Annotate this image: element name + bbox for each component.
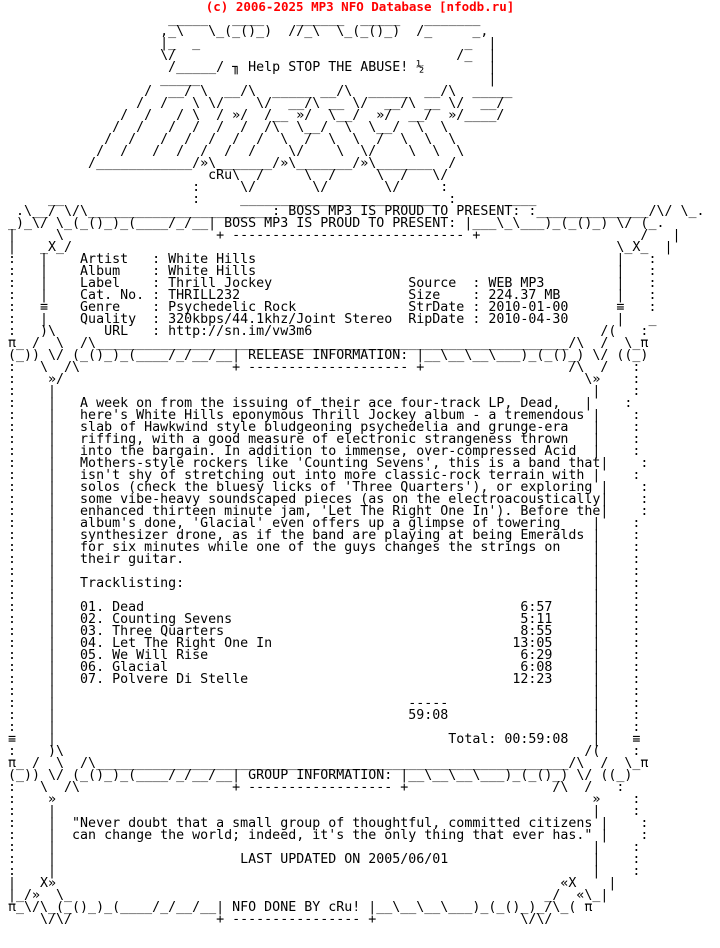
- nfo-line: : | | :: [0, 840, 641, 855]
- nfo-line: / / \ \/ \/ __/\ __ \/ __/\ __ \/ __/: [0, 96, 505, 111]
- nfo-line: : | for six minutes while one of the guys changes the strings on | :: [0, 540, 641, 555]
- nfo-line: : | "Never doubt that a small group of thoughtful, committed citizens | :: [0, 816, 649, 831]
- nfo-line: cRu\ / \ / \ / \/: [0, 168, 449, 183]
- nfo-line: : | | :: [0, 720, 641, 735]
- nfo-line: : | isn't shy of stretching out into more classic-rock terrain with | :: [0, 468, 641, 483]
- nfo-line: |_ _ _ |: [0, 36, 497, 51]
- nfo-line: : | | :: [0, 864, 641, 879]
- nfo-line: : | 05. We Will Rise 6:29 | :: [0, 648, 641, 663]
- nfo-line: : »/ \» :: [0, 372, 641, 387]
- nfo-line: : )\ URL : http://sn.im/vw3m6 /( :: [0, 324, 649, 339]
- nfo-line: .\__/ \/\_______________________: BOSS MP3 IS PROUD TO PRESENT: :______________/\/ \_.: [0, 204, 705, 219]
- nfo-line: | \ + ----------------------------- + / |: [0, 228, 681, 243]
- nfo-line: : | Quality : 320kbps/44.1khz/Joint Stereo RipDate : 2010-04-30 | _: [0, 312, 657, 327]
- nfo-line: : | into the bargain. In addition to immense, over-compressed Acid | :: [0, 444, 641, 459]
- nfo-line: : | 06. Glacial 6:08 | :: [0, 660, 641, 675]
- nfo-line: : | 03. Three Quarters 8:55 | :: [0, 624, 641, 639]
- nfo-line: : \ /\ + ------------------ + /\ / :: [0, 780, 625, 795]
- nfo-line: : )\ /( :: [0, 744, 641, 759]
- nfo-line: : | | :: [0, 588, 641, 603]
- nfo-line: : | here's White Hills eponymous Thrill Jockey album - a tremendous | :: [0, 408, 641, 423]
- nfo-line: /_____/ ╖ Help STOP THE ABUSE! ½ |: [0, 60, 497, 75]
- nfo-line: ≡ | Total: 00:59:08 | ≡: [0, 732, 641, 747]
- nfo-line: \/ /_ |: [0, 48, 497, 63]
- nfo-line: /____________/»\_______/»\_______/»\_______ /: [0, 156, 457, 171]
- nfo-line: : | 04. Let The Right One In 13:05 | :: [0, 636, 641, 651]
- nfo-line: : | their guitar. | :: [0, 552, 641, 567]
- nfo-line: : | A week on from the issuing of their ace four-track LP, Dead, | :: [0, 396, 633, 411]
- nfo-line: / / / / / / / \/ \ \/ \ \ \: [0, 144, 465, 159]
- nfo-line: : | Album : White Hills | :: [0, 264, 657, 279]
- nfo-line: : | can change the world; indeed, it's the only thing that ever has." | :: [0, 828, 649, 843]
- nfo-line: : | LAST UPDATED ON 2005/06/01 | :: [0, 852, 641, 867]
- nfo-line: : » » :: [0, 792, 641, 807]
- nfo-text: [0, 14, 704, 926]
- nfo-line: : | solos (check the bluesy licks of 'Three Quarters'), or exploring | :: [0, 480, 649, 495]
- nfo-line: : | | :: [0, 564, 641, 579]
- nfo-line: / / / / / / / \ / \ \ / \ \ \: [0, 132, 457, 147]
- nfo-line: : | riffing, with a good measure of electronic strangeness thrown | :: [0, 432, 641, 447]
- nfo-line: : ≡ Genre : Psychedelic Rock StrDate : 2010-01-00 ≡ :: [0, 300, 657, 315]
- nfo-line: _____ |: [0, 72, 497, 87]
- nfo-line: : | slab of Hawkwind style bludgeoning psychedelia and grunge-era | :: [0, 420, 641, 435]
- nfo-line: \/\/ + ---------------- + \/\/: [0, 912, 553, 927]
- site-header: (c) 2006-2025 MP3 NFO Database [nfodb.ru]: [205, 0, 515, 14]
- nfo-line: : \ /\ + -------------------- + /\ / :: [0, 360, 641, 375]
- nfo-line: π_ / \ /\___________________________________________________________/\ / \_π: [0, 336, 649, 351]
- nfo-line: / / / \ / »/ /__ »/ \__/ »/ __/ »/____/: [0, 108, 505, 123]
- nfo-line: : | 02. Counting Sevens 5:11 | :: [0, 612, 641, 627]
- nfo-line: : | synthesizer drone, as if the band are playing at being Emeralds | :: [0, 528, 641, 543]
- nfo-line: : | | :: [0, 804, 641, 819]
- nfo-line: : | Label : Thrill Jockey Source : WEB MP3 | :: [0, 276, 657, 291]
- nfo-line: : | Mothers-style rockers like 'Counting Sevens', this is a band that| :: [0, 456, 649, 471]
- nfo-line: |_/» \_ _/ «\_|: [0, 888, 609, 903]
- nfo-line: | X» «X |: [0, 876, 617, 891]
- nfo-line: _)_\/ \_(_()_)_(____/_/__| BOSS MP3 IS PROUD TO PRESENT: |___\_\___)_(_()_) \/ (_.: [0, 216, 665, 231]
- nfo-line: : | 01. Dead 6:57 | :: [0, 600, 641, 615]
- nfo-line: : | | :: [0, 684, 641, 699]
- nfo-line: : | some vibe-heavy soundscaped pieces (as on the electroacoustically| :: [0, 492, 649, 507]
- nfo-line: : | album's done, 'Glacial' even offers up a glimpse of towering | :: [0, 516, 641, 531]
- nfo-line: / / / / / / /\ \__/ \ \__/ \ \: [0, 120, 449, 135]
- nfo-line: __ : _________________________ : ____: [0, 192, 537, 207]
- nfo-line: : | Tracklisting: | :: [0, 576, 641, 591]
- nfo-line: : | 59:08 | :: [0, 708, 641, 723]
- nfo-line: _____ ____ ______ _____ _______: [0, 12, 481, 27]
- nfo-line: | _X_/ \_X_ |: [0, 240, 673, 255]
- nfo-line: ,_\ \_(_()_) //_\ \_(_()_) /_ _,: [0, 24, 489, 39]
- nfo-line: π_\/\_(_()_)_(____/_/__/__| NFO DONE BY cRu! |__\__\__\___)_(_()_)_/\_( π: [0, 900, 593, 915]
- nfo-line: : \/ \/ \/ :: [0, 180, 449, 195]
- nfo-line: (_)) \/ (_()_)_(____/_/__/__| RELEASE INFORMATION: |__\__\__\___)_(_()_) \/ ((_): [0, 348, 649, 363]
- nfo-line: : | Artist : White Hills | :: [0, 252, 657, 267]
- nfo-line: : | | :: [0, 384, 641, 399]
- nfo-line: : | ----- | :: [0, 696, 641, 711]
- nfo-line: : | enhanced thirteen minute jam, 'Let The Right One In'). Before the| :: [0, 504, 649, 519]
- nfo-line: / __/ \ __/\ _____ __/\ _____ __/\ _____: [0, 84, 513, 99]
- nfo-line: π_ / \ /\___________________________________________________________/\ / \_π: [0, 756, 649, 771]
- nfo-line: : | Cat. No. : THRILL232 Size : 224.37 MB | :: [0, 288, 657, 303]
- nfo-line: : | 07. Polvere Di Stelle 12:23 | :: [0, 672, 641, 687]
- nfo-line: (_)) \/ (_()_)_(____/_/__/__| GROUP INFORMATION: |__\__\__\___)_(_()_) \/ ((_): [0, 768, 633, 783]
